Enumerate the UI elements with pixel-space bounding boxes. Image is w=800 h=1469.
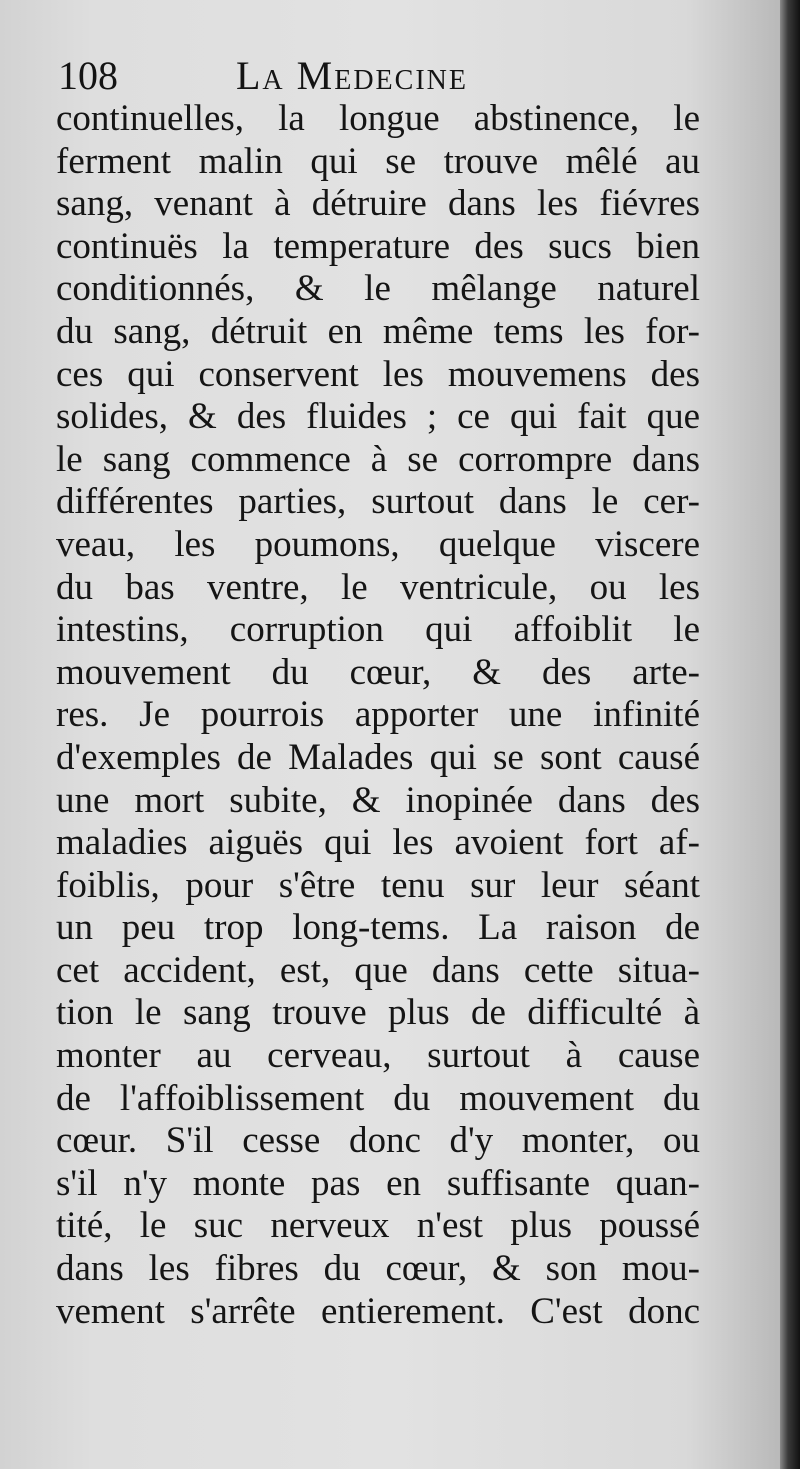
text-line: du bas ventre, le ventricule, ou les: [56, 566, 700, 608]
text-line: res. Je pourrois apporter une infinité: [56, 694, 700, 736]
page-edge-shadow: [780, 0, 800, 1469]
text-line: le sang commence à se corrompre dans: [56, 438, 700, 480]
text-line: tion le sang trouve plus de difficulté à: [56, 992, 700, 1034]
text-line: intestins, corruption qui affoiblit le: [56, 609, 700, 651]
text-line: foiblis, pour s'être tenu sur leur séant: [56, 864, 700, 906]
text-line: continuelles, la longue abstinence, le: [56, 98, 700, 139]
text-line: maladies aiguës qui les avoient fort af-: [56, 822, 700, 864]
text-line: mouvement du cœur, & des arte-: [56, 651, 700, 693]
text-line: de l'affoiblissement du mouvement du: [56, 1077, 700, 1119]
text-line: d'exemples de Malades qui se sont causé: [56, 736, 700, 778]
text-line: cet accident, est, que dans cette situa-: [56, 949, 700, 991]
text-line: ces qui conservent les mouvemens des: [56, 353, 700, 395]
page-header: [58, 50, 698, 102]
text-line: vement s'arrête entierement. C'est donc: [56, 1290, 700, 1332]
text-line: une mort subite, & inopinée dans des: [56, 779, 700, 821]
text-line: un peu trop long-tems. La raison de: [56, 907, 700, 949]
text-line: dans les fibres du cœur, & son mou-: [56, 1248, 700, 1290]
text-line: conditionnés, & le mêlange naturel: [56, 268, 700, 310]
text-line: cœur. S'il cesse donc d'y monter, ou: [56, 1120, 700, 1162]
text-line: monter au cerveau, surtout à cause: [56, 1035, 700, 1077]
body-text: [56, 98, 700, 1333]
text-line: différentes parties, surtout dans le cer-: [56, 481, 700, 523]
text-line: solides, & des fluides ; ce qui fait que: [56, 396, 700, 438]
running-head: La Medecine: [236, 53, 468, 98]
text-line: tité, le suc nerveux n'est plus poussé: [56, 1205, 700, 1247]
text-line: veau, les poumons, quelque viscere: [56, 523, 700, 565]
page-number: 108: [58, 53, 118, 98]
text-line: sang, venant à détruire dans les fiévres: [56, 183, 700, 225]
text-line: continuës la temperature des sucs bien: [56, 225, 700, 267]
text-line: du sang, détruit en même tems les for-: [56, 310, 700, 352]
text-line: ferment malin qui se trouve mêlé au: [56, 140, 700, 182]
text-line: s'il n'y monte pas en suffisante quan-: [56, 1162, 700, 1204]
